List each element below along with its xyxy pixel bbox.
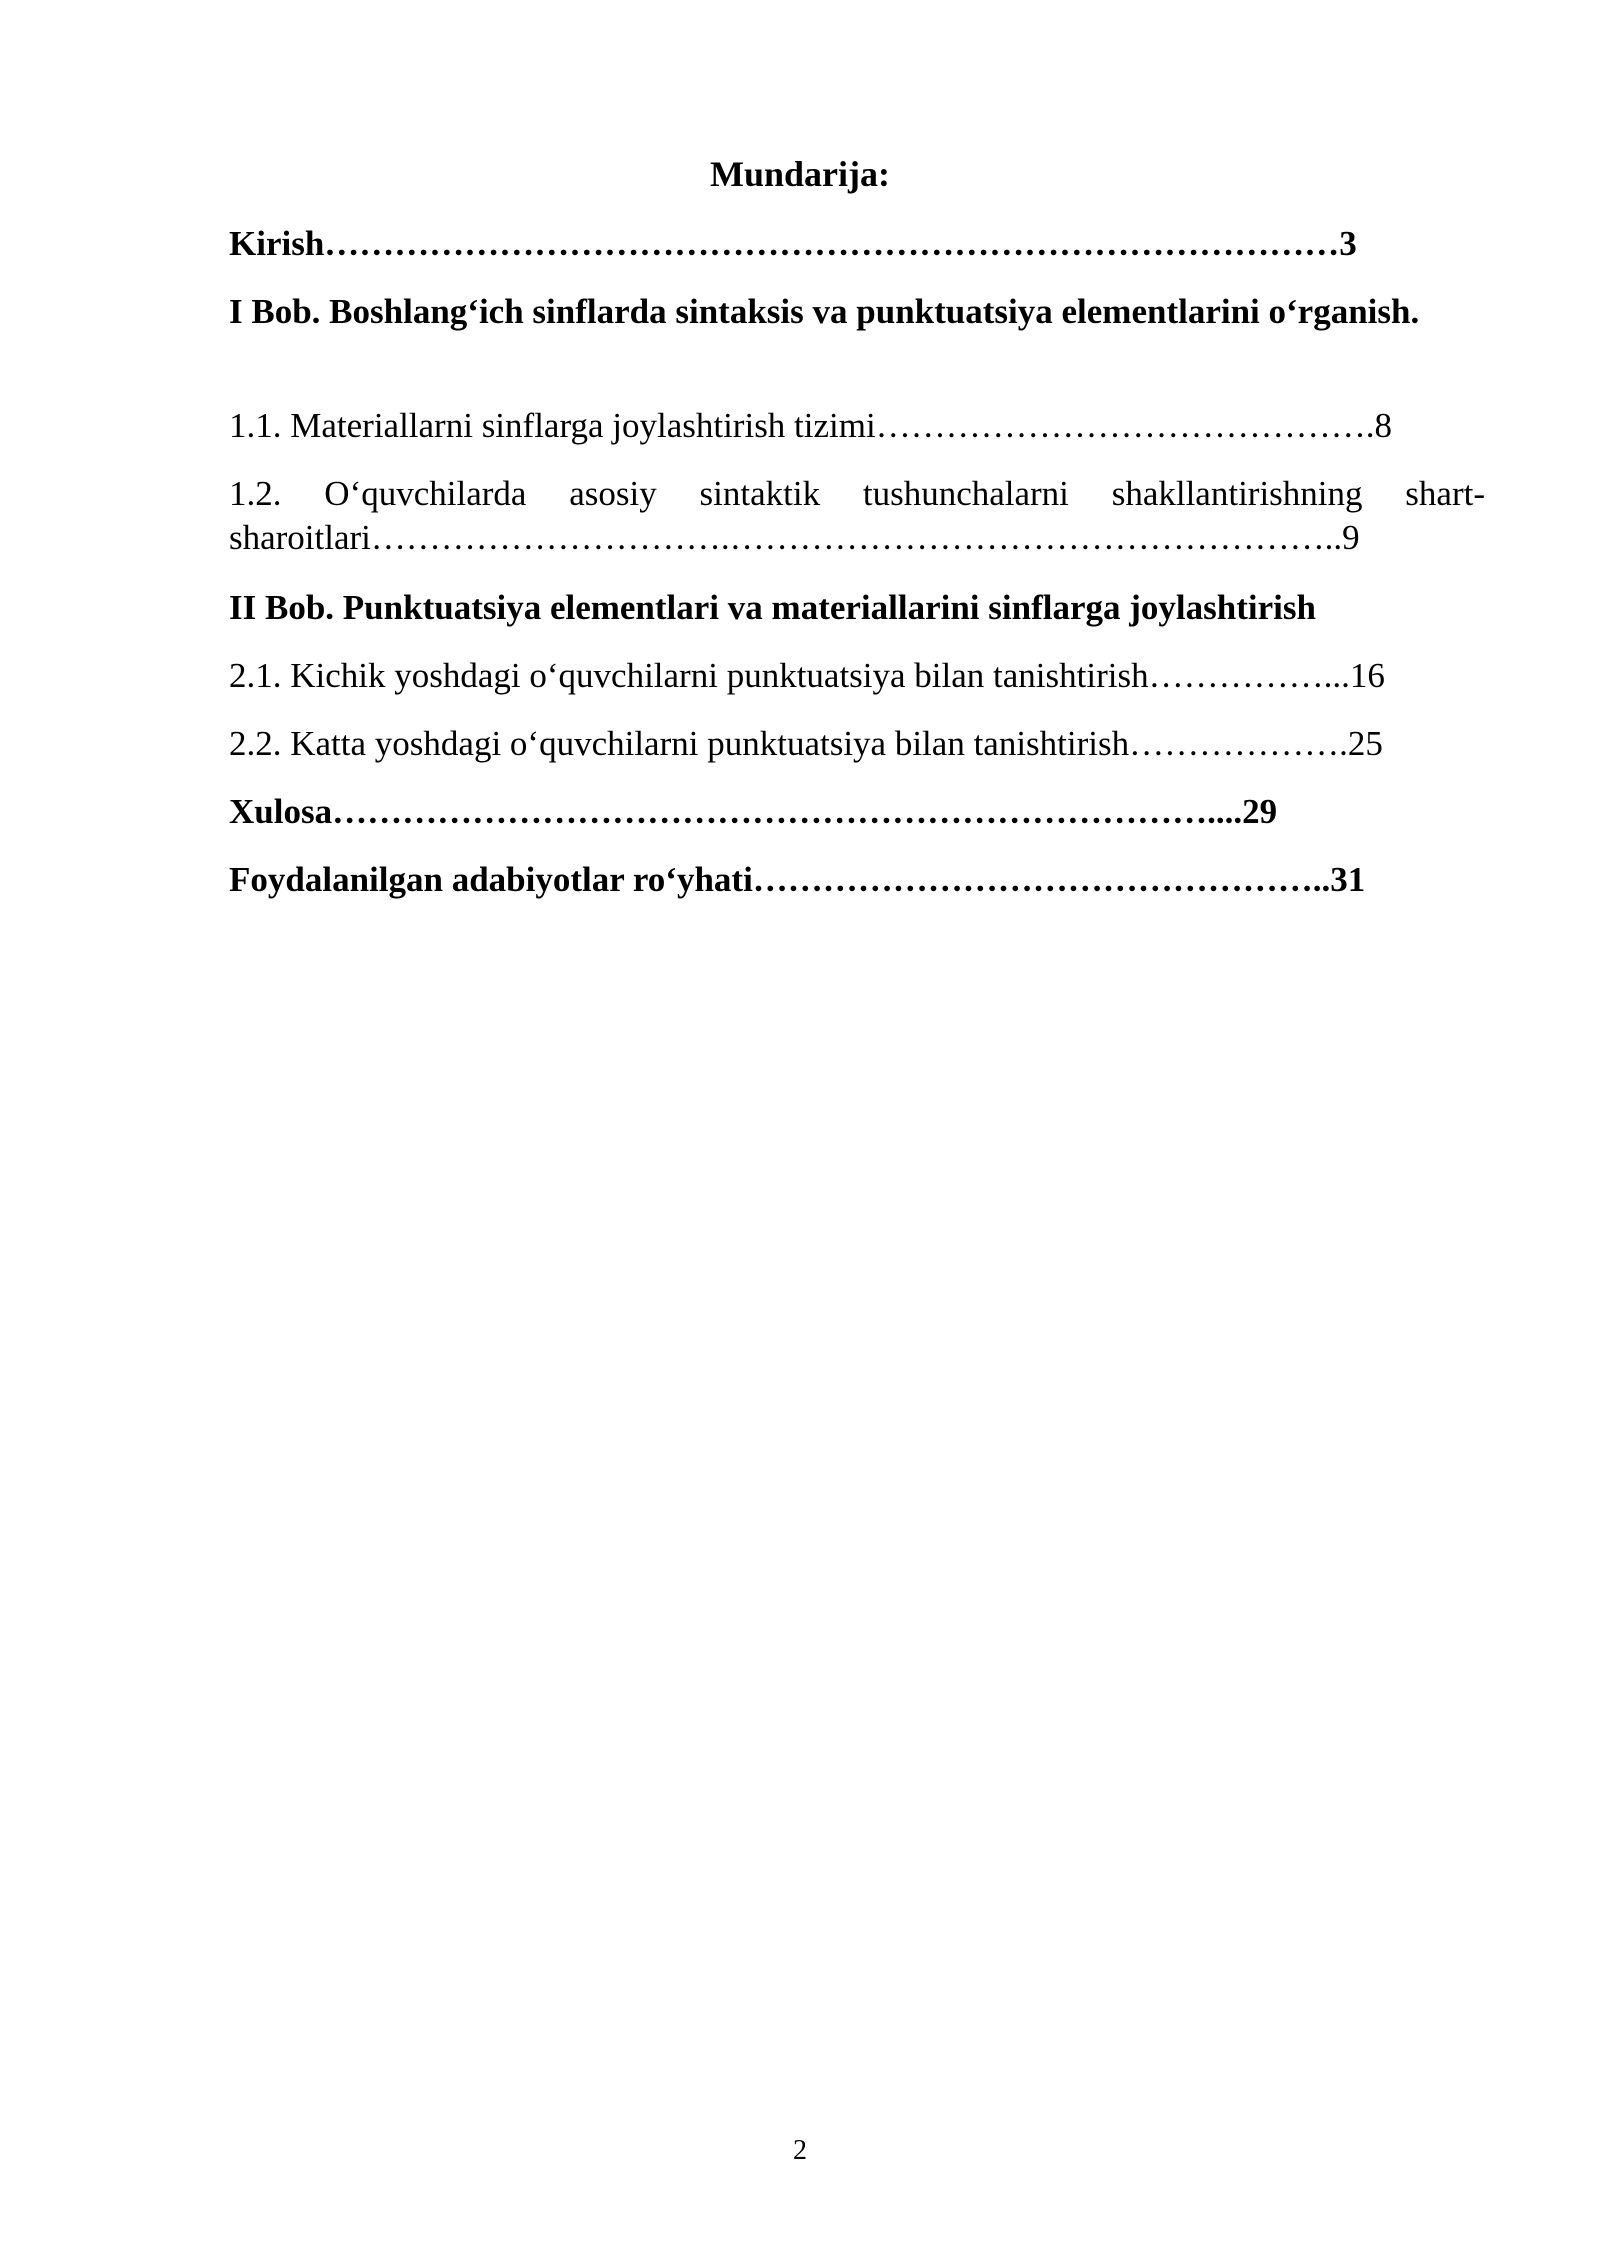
page-number: 2 [793, 2135, 807, 2166]
toc-chapter-2: II Bob. Punktuatsiya elementlari va materiallarini sinflarga joylashtirish [229, 588, 1316, 627]
toc-page-number: 25 [1347, 724, 1383, 763]
toc-page-number: 3 [1339, 224, 1357, 263]
toc-section-1-1 [229, 404, 1485, 448]
toc-section-2-2 [229, 722, 1485, 766]
toc-leader-dots: ………………………………………………………………….... [332, 792, 1243, 831]
toc-leader-dots: ……………... [1148, 656, 1350, 695]
toc-entry-text: 2.1. Kichik yoshdagi o‘quvchilarni punktuatsiya bilan tanishtirish [229, 656, 1149, 695]
toc-entry-text: 1.2. O‘quvchilarda asosiy sintaktik tushunchalarni shakllantirishning shart-sharoitlari [229, 474, 1485, 557]
toc-entry-text: Xulosa [229, 792, 333, 831]
toc-entry-text: Kirish [229, 224, 325, 263]
toc-page-number: 9 [1342, 518, 1360, 557]
toc-leader-dots: ………………. [1129, 724, 1348, 763]
toc-title: Mundarija: [710, 154, 890, 194]
toc-entry-text: Foydalanilgan adabiyotlar ro‘yhati [229, 860, 753, 899]
toc-entry-kirish [229, 222, 1485, 266]
toc-page-number: 16 [1349, 656, 1385, 695]
toc-page-number: 31 [1330, 860, 1366, 899]
toc-section-2-1 [229, 654, 1485, 698]
toc-page-number: 8 [1374, 406, 1392, 445]
toc-entry-adabiyotlar [229, 858, 1485, 902]
toc-entry-text: 2.2. Katta yoshdagi o‘quvchilarni punktuatsiya bilan tanishtirish [229, 724, 1130, 763]
toc-leader-dots: …………………………………………………………………………… [324, 224, 1340, 263]
toc-leader-dots: ……………………………………. [875, 406, 1375, 445]
toc-entry-xulosa [229, 790, 1485, 834]
toc-leader-dots: ………………………….…………………………………………….. [370, 518, 1343, 557]
toc-page-number: 29 [1242, 792, 1278, 831]
toc-entry-text: 1.1. Materiallarni sinflarga joylashtirish tizimi [229, 406, 876, 445]
toc-section-1-2 [229, 472, 1485, 560]
toc-leader-dots: ………………………………………….. [752, 860, 1331, 899]
toc-chapter-1: I Bob. Boshlang‘ich sinflarda sintaksis va punktuatsiya elementlarini o‘rganish. [229, 292, 1420, 331]
